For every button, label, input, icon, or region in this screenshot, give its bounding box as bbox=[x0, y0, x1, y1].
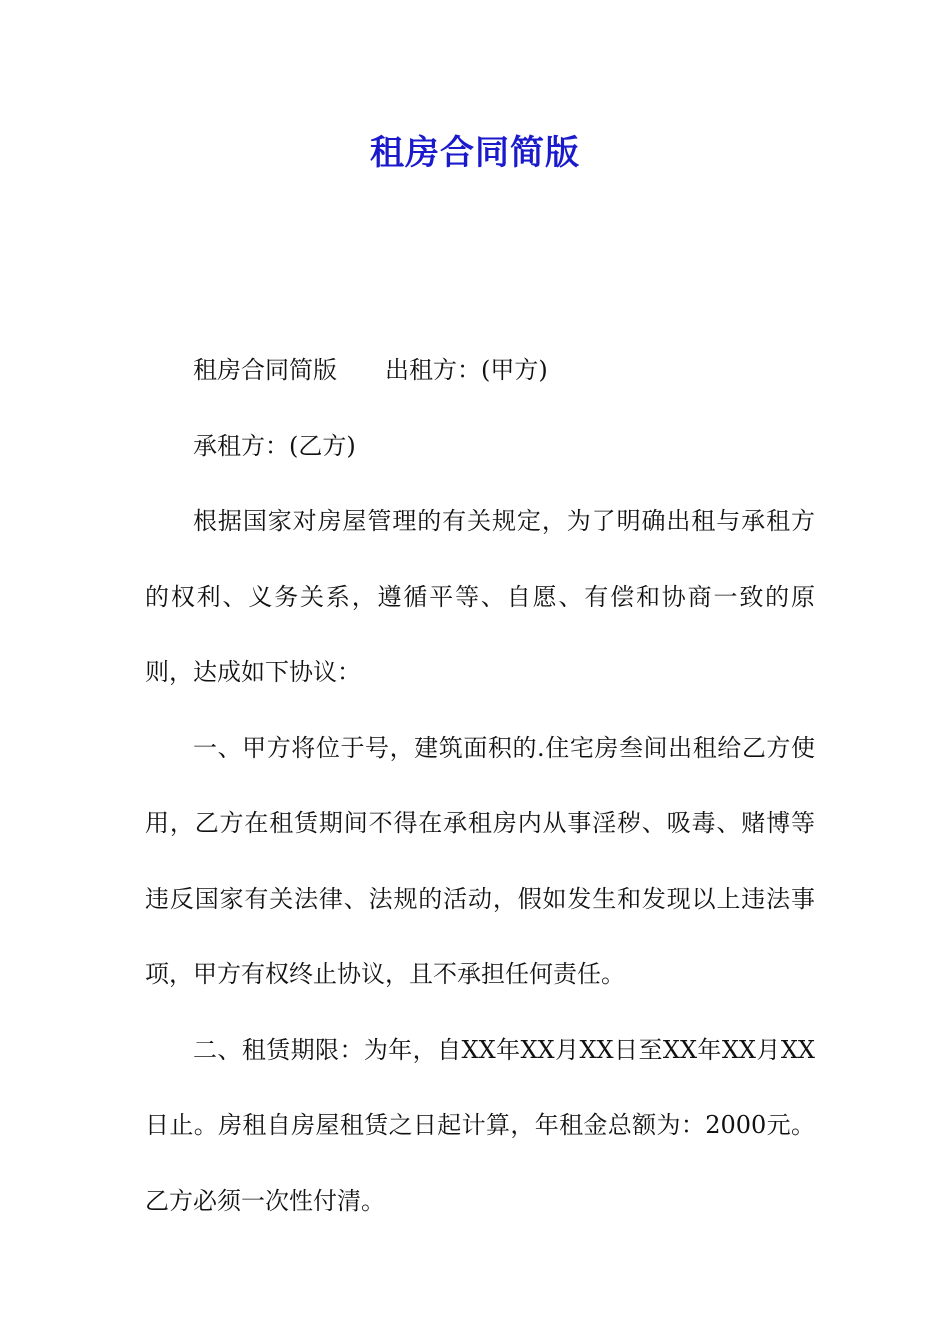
document-title: 租房合同简版 bbox=[370, 133, 580, 173]
lessor-label: 出租方：(甲方) bbox=[385, 356, 548, 384]
parties-line bbox=[145, 333, 815, 409]
clause-one-paragraph: 一、甲方将位于号，建筑面积的.住宅房叁间出租给乙方使用，乙方在租赁期间不得在承租房内从事淫秽、吸毒、赌博等违反国家有关法律、法规的活动，假如发生和发现以上违法事项，甲方有权终止协议，且不承担任何责任。 bbox=[145, 733, 815, 988]
preamble-paragraph: 根据国家对房屋管理的有关规定，为了明确出租与承租方的权利、义务关系，遵循平等、自愿、有偿和协商一致的原则，达成如下协议： bbox=[145, 507, 815, 686]
clause-two-paragraph: 二、租赁期限：为年，自XX年XX月XX日至XX年XX月XX日止。房租自房屋租赁之日起计算，年租金总额为：2000元。乙方必须一次性付清。 bbox=[145, 1035, 815, 1215]
document-body bbox=[145, 333, 815, 1239]
intro-heading: 租房合同简版 bbox=[193, 356, 337, 384]
lessee-label: 承租方：(乙方) bbox=[193, 431, 356, 460]
